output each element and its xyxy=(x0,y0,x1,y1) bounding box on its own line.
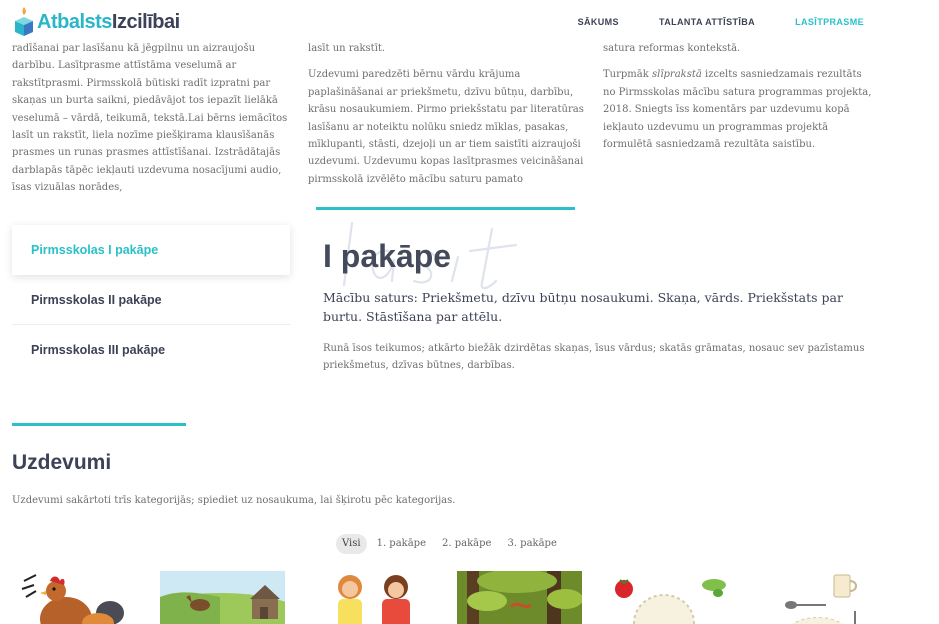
farm-illustration xyxy=(160,571,285,624)
intro-col1-text: radīšanai par lasīšanu kā jēgpilnu un aizraujošu darbību. Lasītprasme attīstāma veselumā ar rakstītprasmi. Pirmsskolā būtiski radīt izpratni par skaņas un burta saikni, piedāvājot tos iepazīt lielākā veselumā – vārdā, teikumā, tekstā.Lai bērns iemācītos lasīt un rakstīt, liela nozīme piešķirama klausīšanās prasmes un runas prasmes attīstīšanai. Izstrādātajās darblapās tāpēc iekļauti uzdevuma nosacījumi audio, īsas vizuālas norādes, xyxy=(12,43,288,194)
vegetables-plate-illustration xyxy=(608,571,728,624)
intro-column-1 xyxy=(12,40,292,206)
task-filter-bar xyxy=(336,534,563,554)
level-content-description: Runā īsos teikumos; atkārto biežāk dzirdētas skaņas, īsus vārdus; skatās grāmatas, nosauc sev pazīstamus priekšmetus, dzīvas būtnes, darbības. xyxy=(323,343,865,371)
tasks-description: Uzdevumi sakārtoti trīs kategorijās; spiediet uz nosaukuma, lai šķirotu pēc kategorijas. xyxy=(12,495,456,506)
intro-column-2 xyxy=(308,40,584,197)
top-navigation xyxy=(578,17,939,27)
filter-level-3[interactable]: 3. pakāpe xyxy=(507,538,557,549)
hen-illustration xyxy=(18,571,130,624)
filter-level-2[interactable]: 2. pakāpe xyxy=(442,538,492,549)
logo-cube-icon xyxy=(14,7,34,37)
filter-all[interactable]: Visi xyxy=(336,534,367,554)
task-thumbnails xyxy=(0,571,939,624)
nav-sakums[interactable]: SĀKUMS xyxy=(577,17,619,27)
children-illustration xyxy=(318,571,418,624)
task-card-vegetables[interactable] xyxy=(608,571,728,624)
task-card-children[interactable] xyxy=(318,571,418,624)
task-card-tableware[interactable] xyxy=(778,571,868,624)
side-item-level-1[interactable]: Pirmsskolas I pakāpe xyxy=(12,225,290,275)
side-item-level-2[interactable]: Pirmsskolas II pakāpe xyxy=(12,275,290,325)
tasks-divider xyxy=(12,423,186,426)
nav-lasitprasme[interactable]: LASĪTPRASME xyxy=(795,17,864,27)
jungle-illustration xyxy=(457,571,582,624)
logo-wordmark: AtbalstsIzcilībai xyxy=(37,10,180,33)
task-card-hen[interactable] xyxy=(18,571,130,624)
tableware-illustration xyxy=(778,571,868,624)
intro-col2-p1: lasīt un rakstīt. xyxy=(308,43,386,54)
level-side-menu xyxy=(12,225,290,375)
intro-col2-p2: Uzdevumi paredzēti bērnu vārdu krājuma paplašināšanai ar priekšmetu, dzīvu būtņu, darbību, krāsu nosaukumiem. Pirmo priekšstatu par literatūras lasīšanu ar noteiktu nolūku sniedz mīklas, pasakas, mīklupanti, stāsti, dzejoļi un ar tiem saistīti aizraujoši uzdevumi. Uzdevumu kopas lasītprasmes veicināšanai pirmsskolā izvēlēto mācību saturu pamato xyxy=(308,69,584,185)
tasks-heading: Uzdevumi xyxy=(12,451,112,474)
task-card-jungle[interactable] xyxy=(457,571,582,624)
section-divider xyxy=(316,207,575,210)
intro-col3-p2: Turpmāk slīprakstā izcelts sasniedzamais rezultāts no Pirmsskolas mācību satura programmas projekta, 2018. Sniegts īss komentārs par uzdevumu kopā iekļauto uzdevumu un programmas projektā formulētā sasniedzamā rezultāta saistību. xyxy=(603,69,872,151)
site-logo[interactable] xyxy=(14,6,180,38)
task-card-farm[interactable] xyxy=(160,571,285,624)
side-item-level-3[interactable]: Pirmsskolas III pakāpe xyxy=(31,343,166,357)
intro-column-3 xyxy=(603,40,875,162)
level-title: I pakāpe xyxy=(323,238,452,274)
filter-level-1[interactable]: 1. pakāpe xyxy=(376,538,427,549)
nav-talanta-attistiba[interactable]: TALANTA ATTĪSTĪBA xyxy=(658,17,756,27)
level-content-lead: Mācību saturs: Priekšmetu, dzīvu būtņu nosaukumi. Skaņa, vārds. Priekšstats par burtu. Stāstīšana par attēlu. xyxy=(323,290,843,324)
intro-col3-p1: satura reformas kontekstā. xyxy=(603,43,741,54)
